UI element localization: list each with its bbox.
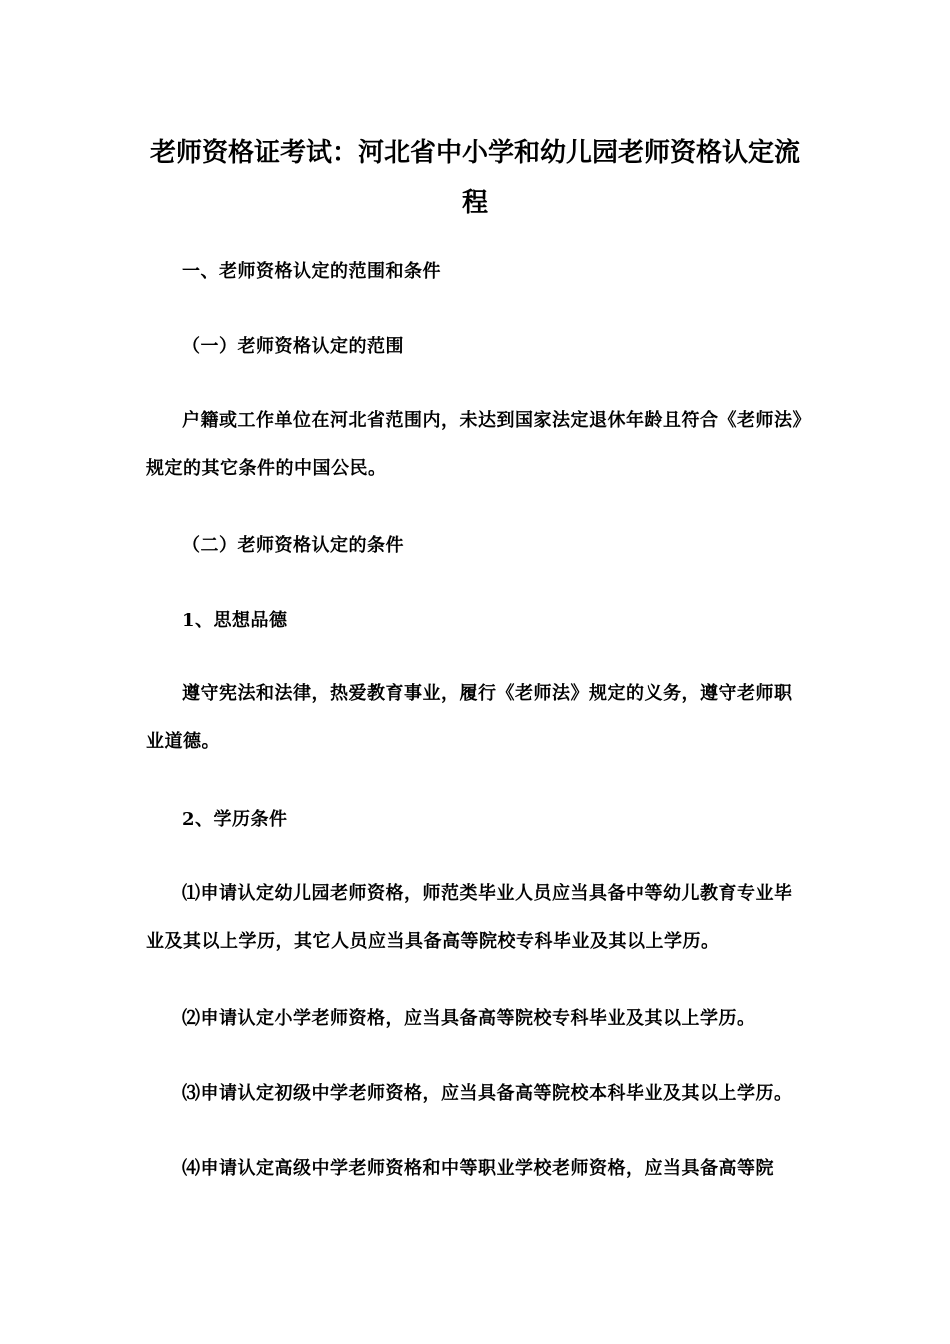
body-paragraph: 户籍或工作单位在河北省范围内，未达到国家法定退休年龄且符合《老师法》规定的其它条件的中国公民。 xyxy=(146,410,802,479)
title-line-1: 老师资格证考试：河北省中小学和幼儿园老师资格认定流 xyxy=(150,138,801,168)
item-heading: 2、学历条件 xyxy=(182,809,288,830)
body-paragraph: ⑶申请认定初级中学老师资格，应当具备高等院校本科毕业及其以上学历。 xyxy=(182,1083,793,1104)
body-paragraph: ⑵申请认定小学老师资格，应当具备高等院校专科毕业及其以上学历。 xyxy=(182,1008,756,1029)
item-heading: 1、思想品德 xyxy=(182,610,288,631)
title-line-2: 程 xyxy=(461,188,488,218)
body-paragraph: ⑴申请认定幼儿园老师资格，师范类毕业人员应当具备中等幼儿教育专业毕业及其以上学历，其它人员应当具备高等院校专科毕业及其以上学历。 xyxy=(146,883,793,952)
section-heading: 一、老师资格认定的范围和条件 xyxy=(182,261,441,282)
body-paragraph: 遵守宪法和法律，热爱教育事业，履行《老师法》规定的义务，遵守老师职业道德。 xyxy=(146,683,793,752)
subsection-heading: （二）老师资格认定的条件 xyxy=(182,535,404,556)
subsection-heading: （一）老师资格认定的范围 xyxy=(182,336,404,357)
body-paragraph: ⑷申请认定高级中学老师资格和中等职业学校老师资格，应当具备高等院 xyxy=(182,1158,774,1179)
document-title xyxy=(150,128,800,228)
